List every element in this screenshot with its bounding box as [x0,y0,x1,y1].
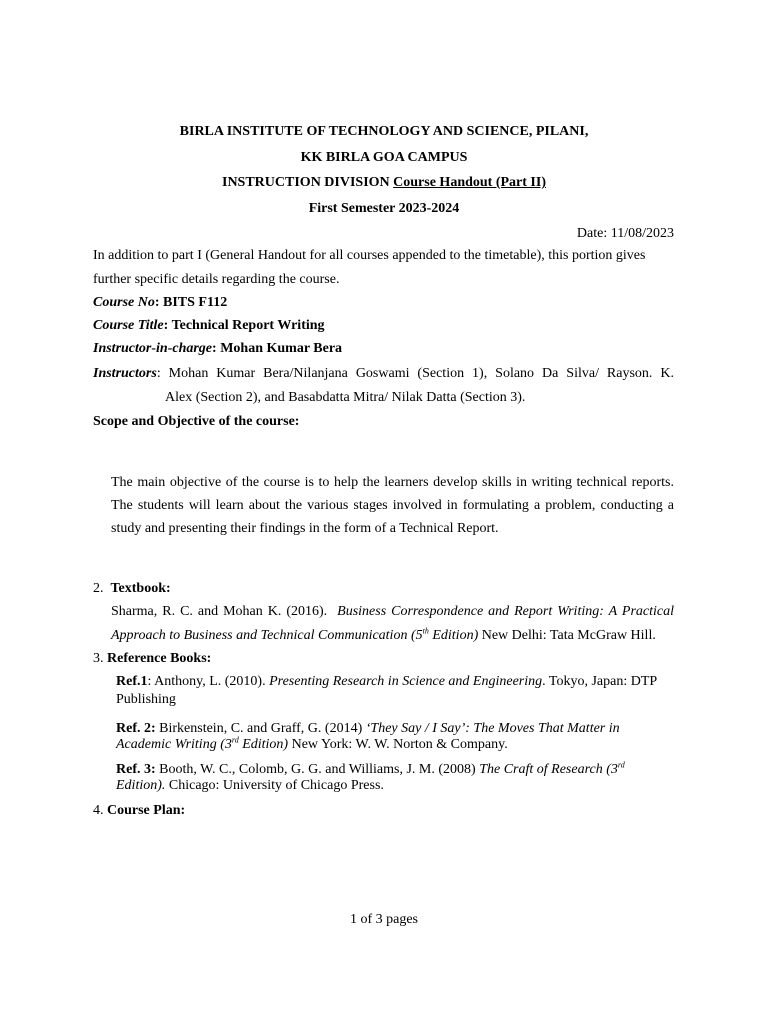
ref3-sup: rd [617,760,625,770]
course-title-value: : Technical Report Writing [163,318,325,333]
instructors-line-2: Alex (Section 2), and Basabdatta Mitra/ Nilak Datta (Section 3). [165,390,526,405]
ref3-line-2 [116,778,384,794]
semester: First Semester 2023-2024 [308,201,460,216]
scope-heading: Scope and Objective of the course: [93,414,300,429]
course-plan-heading [93,803,185,819]
textbook-line-1 [111,604,674,620]
ref1-authors: : Anthony, L. (2010). [147,674,270,689]
references-number: 3. [93,651,104,666]
textbook-publisher: New Delhi: Tata McGraw Hill. [478,628,656,643]
references-label: Reference Books: [107,651,212,666]
ref1-line-1 [116,674,657,690]
ref2-title-2: Academic Writing (3 [116,737,232,752]
course-no-label: Course No [93,295,155,310]
ref1-line-2: Publishing [116,692,176,707]
ref3-label: Ref. 3: [116,762,156,777]
course-title [93,318,325,334]
ref2-sup: rd [231,735,239,745]
instructor-in-charge [93,341,342,357]
ref2-title-3: Edition) [238,737,289,752]
campus-name: KK BIRLA GOA CAMPUS [300,150,468,165]
course-no [93,295,227,311]
ref2-publisher: New York: W. W. Norton & Company. [288,737,508,752]
ref3-title-2: Edition). [116,778,166,793]
objective-line-2: The students will learn about the various stages involved in formulating a problem, conducting a [111,498,674,513]
textbook-title-3: Edition) [428,628,479,643]
textbook-authors: Sharma, R. C. and Mohan K. (2016). [111,604,328,619]
ref1-label: Ref.1 [116,674,148,689]
textbook-sup: th [422,626,429,636]
ref3-publisher: Chicago: University of Chicago Press. [165,778,384,793]
textbook-title-1: Business Correspondence and Report Writing: A Practical [337,604,675,619]
ref3-title-1: The Craft of Research (3 [479,762,618,777]
course-plan-number: 4. [93,803,104,818]
instructors-line-1 [93,366,674,382]
ref3-line-1 [116,762,625,778]
ref2-title-1: ‘They Say / I Say’: The Moves That Matter in [365,721,620,736]
page-number: 1 of 3 pages [349,912,419,927]
intro-line-2: further specific details regarding the course. [93,272,340,287]
textbook-label: Textbook: [110,581,171,596]
references-heading [93,651,211,667]
textbook-title-2: Approach to Business and Technical Communication (5 [111,628,423,643]
ic-label: Instructor-in-charge [93,341,213,356]
textbook-heading [93,581,171,597]
course-plan-label: Course Plan: [107,803,186,818]
course-no-value: : BITS F112 [154,295,228,310]
instructors-value: : Mohan Kumar Bera/Nilanjana Goswami (Section 1), Solano Da Silva/ Rayson. K. [156,366,674,381]
division-label: INSTRUCTION DIVISION [222,175,390,190]
instructors-label: Instructors [93,366,157,381]
objective-line-1: The main objective of the course is to help the learners develop skills in writing technical reports. [111,475,674,490]
ref2-line-2 [116,737,508,753]
ref2-authors: Birkenstein, C. and Graff, G. (2014) [155,721,366,736]
textbook-number: 2. [93,581,104,596]
ic-value: : Mohan Kumar Bera [212,341,343,356]
ref2-label: Ref. 2: [116,721,156,736]
institute-name: BIRLA INSTITUTE OF TECHNOLOGY AND SCIENCE, PILANI, [179,124,589,139]
ref1-rest: . Tokyo, Japan: DTP [542,674,658,689]
objective-line-3: study and presenting their findings in the form of a Technical Report. [111,521,499,536]
handout-label: Course Handout (Part II) [393,175,546,190]
ref1-title: Presenting Research in Science and Engineering [269,674,543,689]
intro-line-1: In addition to part I (General Handout for all courses appended to the timetable), this portion gives [93,248,646,263]
ref3-authors: Booth, W. C., Colomb, G. G. and Williams, J. M. (2008) [155,762,480,777]
division-line [0,175,768,191]
textbook-line-2 [111,628,656,644]
course-title-label: Course Title [93,318,164,333]
ref2-line-1 [116,721,620,737]
date: Date: 11/08/2023 [576,226,674,241]
